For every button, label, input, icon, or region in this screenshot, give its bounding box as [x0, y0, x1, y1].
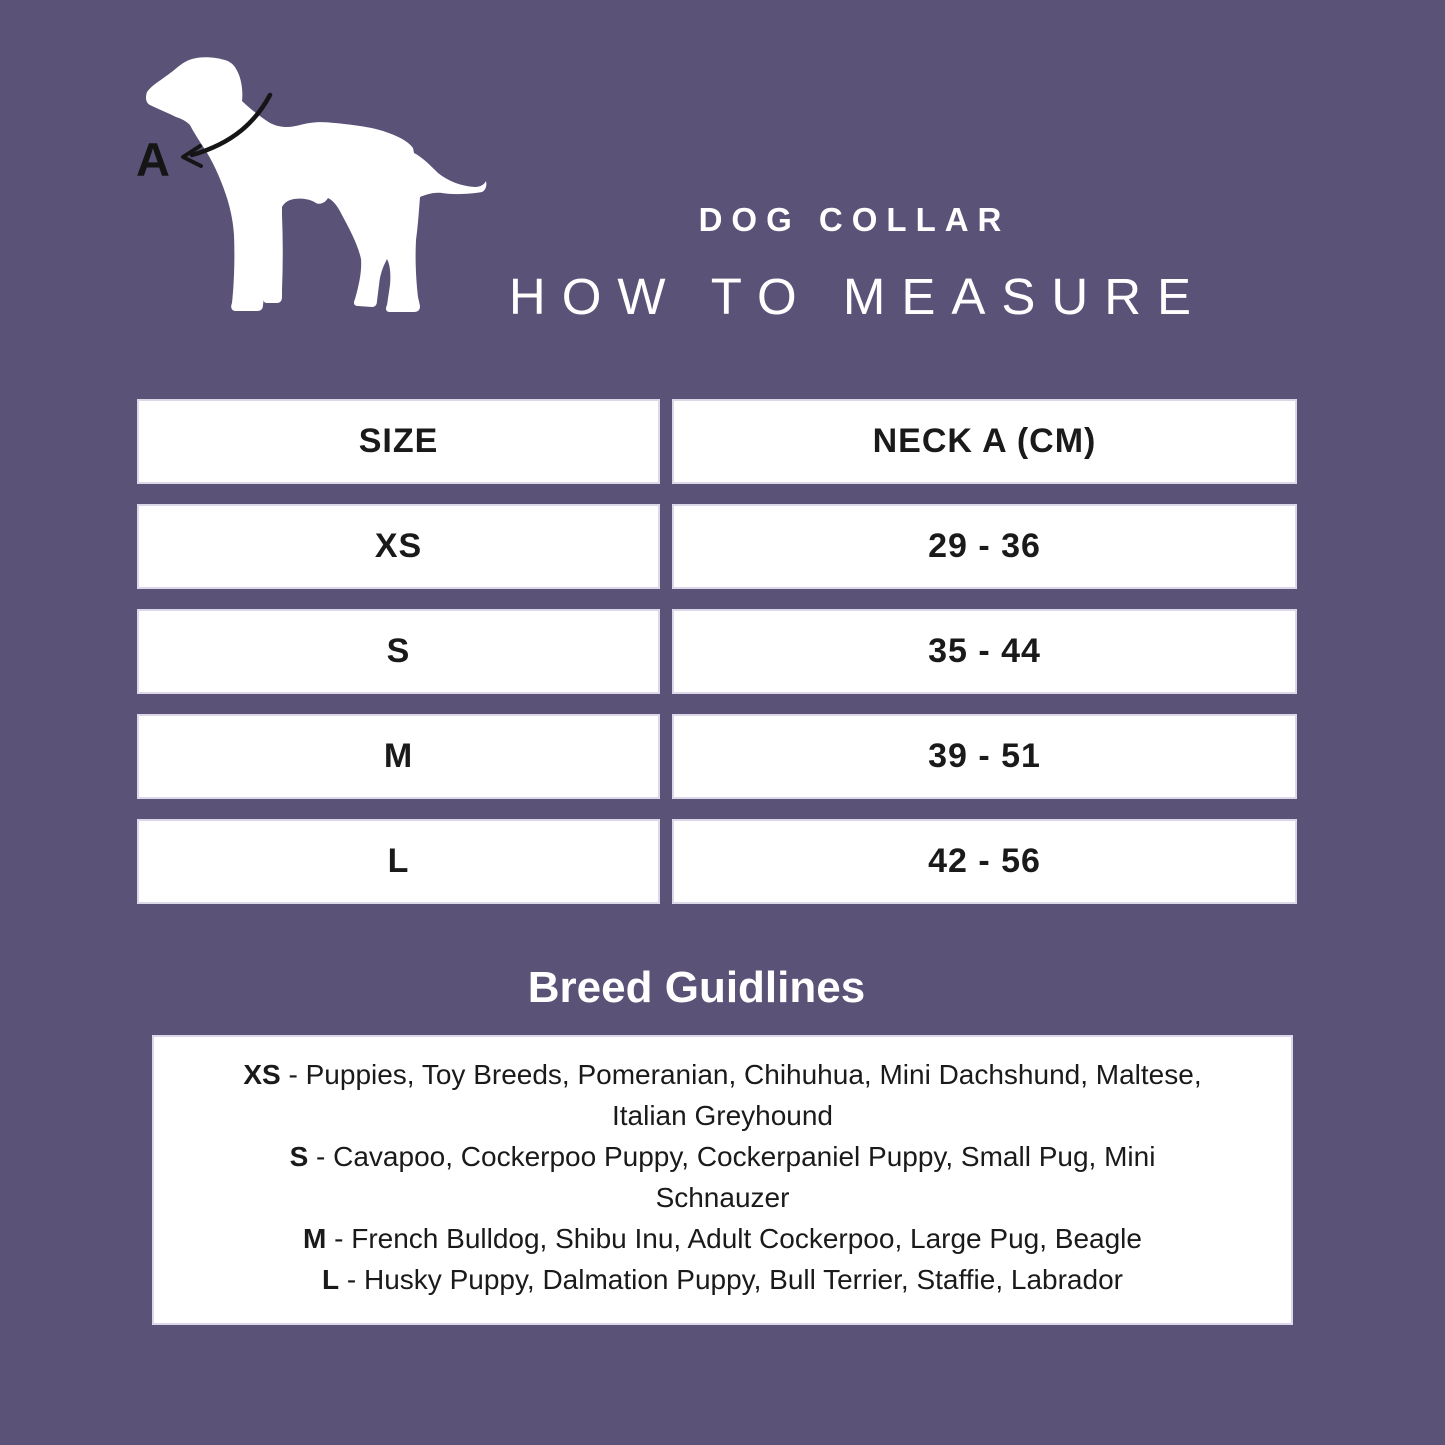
table-row: [137, 714, 1297, 799]
size-column-header: SIZE: [137, 399, 660, 484]
neck-cell: 42 - 56: [672, 819, 1297, 904]
size-cell: M: [137, 714, 660, 799]
page-title: HOW TO MEASURE: [508, 268, 1208, 325]
neck-column-header: NECK A (CM): [672, 399, 1297, 484]
neck-cell: 35 - 44: [672, 609, 1297, 694]
breed-size-label: S: [289, 1141, 309, 1172]
table-row: [137, 819, 1297, 904]
size-cell: XS: [137, 504, 660, 589]
breed-entry: M - French Bulldog, Shibu Inu, Adult Cockerpoo, Large Pug, Beagle: [303, 1223, 1142, 1254]
breed-size-label: M: [303, 1223, 327, 1254]
size-cell: L: [137, 819, 660, 904]
breed-size-label: L: [322, 1264, 340, 1295]
breed-guidelines-panel: [152, 1035, 1293, 1325]
measurement-label-a: A: [136, 133, 170, 186]
table-row: [137, 609, 1297, 694]
eyebrow-title: DOG COLLAR: [698, 201, 1011, 238]
neck-cell: 29 - 36: [672, 504, 1297, 589]
breed-guidelines-title: Breed Guidlines: [527, 963, 866, 1012]
table-row: [137, 504, 1297, 589]
breed-entry: L - Husky Puppy, Dalmation Puppy, Bull Terrier, Staffie, Labrador: [322, 1264, 1123, 1295]
dog-silhouette-icon: [146, 57, 486, 312]
size-table: [137, 399, 1297, 924]
size-table-rows: [137, 504, 1297, 904]
dog-silhouette-graphic: [130, 45, 510, 330]
page-header: [470, 200, 1230, 326]
breed-guidelines-list: [220, 1054, 1225, 1300]
breed-size-label: XS: [243, 1059, 281, 1090]
breed-entry: XS - Puppies, Toy Breeds, Pomeranian, Chihuhua, Mini Dachshund, Maltese, Italian Greyhound: [243, 1059, 1202, 1131]
breed-entry: S - Cavapoo, Cockerpoo Puppy, Cockerpaniel Puppy, Small Pug, Mini Schnauzer: [289, 1141, 1156, 1213]
table-header-row: [137, 399, 1297, 484]
size-cell: S: [137, 609, 660, 694]
neck-cell: 39 - 51: [672, 714, 1297, 799]
